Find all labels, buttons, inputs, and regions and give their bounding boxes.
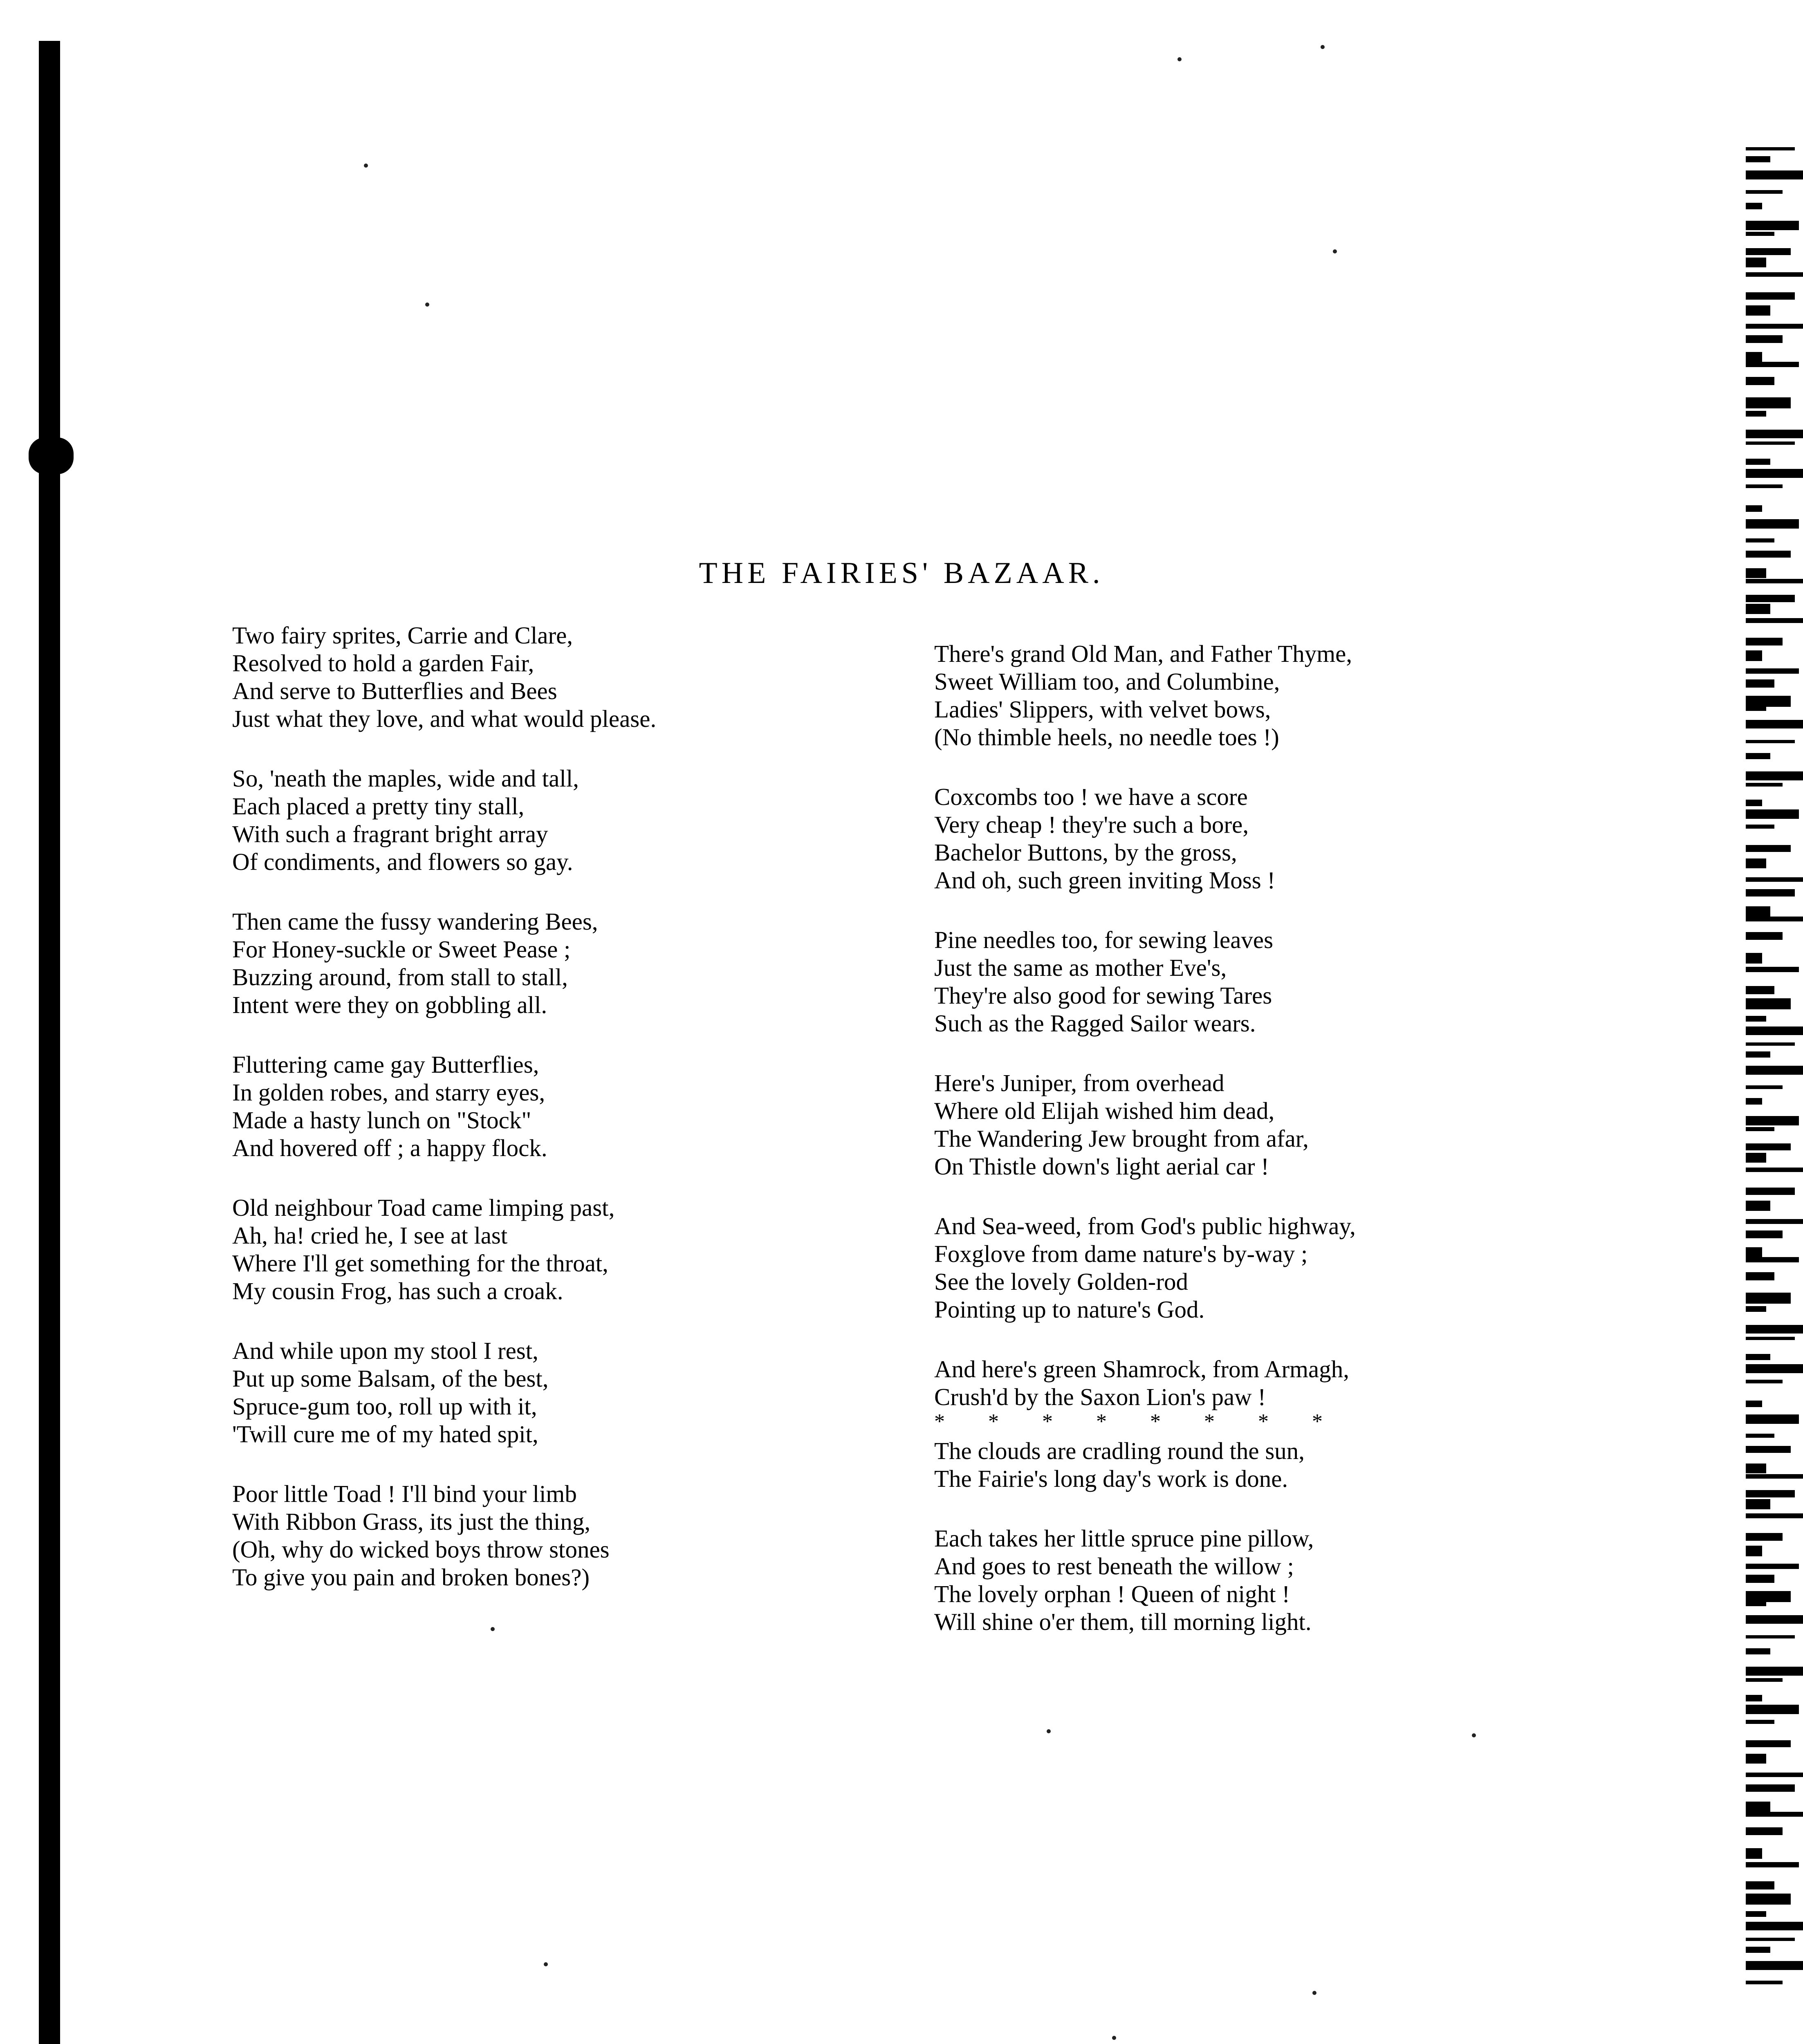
poem-line: Where I'll get something for the throat, — [232, 1250, 608, 1277]
poem-line: And hovered off ; a happy flock. — [232, 1134, 547, 1161]
scan-artifact-line — [1746, 858, 1766, 868]
scan-artifact-line — [1746, 1678, 1783, 1682]
poem-line: Each takes her little spruce pine pillow, — [934, 1525, 1314, 1552]
poem-line: Resolved to hold a garden Fair, — [232, 650, 534, 677]
stanza — [232, 1194, 968, 1305]
poem-line: My cousin Frog, has such a croak. — [232, 1278, 563, 1304]
scan-artifact-line — [1746, 783, 1783, 787]
scan-artifact-line — [1746, 221, 1799, 230]
poem-line: On Thistle down's light aerial car ! — [934, 1153, 1269, 1180]
scan-artifact-line — [1746, 1380, 1783, 1383]
poem-line: Poor little Toad ! I'll bind your limb — [232, 1480, 577, 1507]
scan-artifact-line — [1746, 1016, 1766, 1022]
scan-artifact-line — [1746, 377, 1774, 385]
scan-artifact-line — [1746, 809, 1799, 819]
scan-artifact-line — [1746, 156, 1770, 162]
scan-artifact-line — [1746, 1474, 1803, 1479]
scan-artifact-line — [1746, 1740, 1791, 1747]
scan-artifact-line — [1746, 1827, 1783, 1835]
scan-artifact-line — [1746, 1600, 1766, 1606]
scan-artifact-line — [1746, 595, 1795, 602]
scan-edge-artifact — [1746, 147, 1803, 2028]
scan-artifact-line — [1746, 442, 1795, 445]
scan-artifact-line — [1746, 877, 1803, 882]
scan-artifact-line — [1746, 668, 1799, 674]
scan-artifact-line — [1746, 906, 1770, 917]
poem-line: 'Twill cure me of my hated spit, — [232, 1421, 538, 1448]
scan-artifact-line — [1746, 917, 1803, 921]
scan-artifact-line — [1746, 1051, 1770, 1058]
scan-artifact-line — [1746, 324, 1803, 329]
scan-artifact-line — [1746, 1720, 1774, 1724]
ink-speck — [544, 1962, 548, 1966]
poem-line: In golden robes, and starry eyes, — [232, 1079, 545, 1106]
scan-artifact-line — [1746, 1098, 1762, 1105]
scan-artifact-line — [1746, 1635, 1795, 1638]
poem-line: Two fairy sprites, Carrie and Clare, — [232, 622, 573, 649]
scan-artifact-line — [1746, 1961, 1803, 1970]
scan-artifact-line — [1746, 638, 1783, 645]
scan-artifact-line — [1746, 1306, 1766, 1312]
poem-title: THE FAIRIES' BAZAAR. — [699, 556, 1104, 590]
scan-artifact-line — [1746, 1812, 1803, 1817]
scan-artifact-line — [1746, 1434, 1774, 1438]
scan-artifact-line — [1746, 1575, 1774, 1583]
scan-artifact-line — [1746, 292, 1795, 300]
stanza — [232, 1051, 968, 1162]
scan-artifact-line — [1746, 800, 1762, 806]
page-binding-edge — [39, 41, 60, 2044]
ink-speck — [491, 1627, 495, 1631]
poem-line: Old neighbour Toad came limping past, — [232, 1194, 615, 1221]
scan-artifact-line — [1746, 1513, 1803, 1518]
poem-line: Each placed a pretty tiny stall, — [232, 793, 525, 820]
poem-line: The lovely orphan ! Queen of night ! — [934, 1580, 1290, 1607]
scan-artifact-line — [1746, 147, 1795, 150]
stanza — [934, 640, 1691, 751]
poem-line: Then came the fussy wandering Bees, — [232, 908, 598, 935]
poem-line: There's grand Old Man, and Father Thyme, — [934, 640, 1352, 667]
scan-artifact-line — [1746, 1272, 1774, 1280]
scan-artifact-line — [1746, 484, 1783, 488]
scan-artifact-line — [1746, 203, 1762, 209]
poem-line: With Ribbon Grass, its just the thing, — [232, 1508, 591, 1535]
poem-line: Sweet William too, and Columbine, — [934, 668, 1280, 695]
poem-line: To give you pain and broken bones?) — [232, 1564, 590, 1591]
scan-artifact-line — [1746, 1802, 1770, 1812]
poem-line: Foxglove from dame nature's by-way ; — [934, 1240, 1308, 1267]
scan-artifact-line — [1746, 335, 1783, 343]
left-column — [232, 621, 968, 1623]
poem-line: For Honey-suckle or Sweet Pease ; — [232, 936, 571, 963]
scan-artifact-line — [1746, 362, 1799, 367]
scan-artifact-line — [1746, 953, 1762, 964]
scan-artifact-line — [1746, 1168, 1803, 1172]
scan-artifact-line — [1746, 538, 1774, 542]
scan-artifact-line — [1746, 1464, 1766, 1473]
scan-artifact-line — [1746, 397, 1791, 408]
scan-artifact-line — [1746, 1026, 1803, 1035]
scan-artifact-line — [1746, 459, 1770, 465]
stanza — [934, 1437, 1691, 1493]
poem-line: The Fairie's long day's work is done. — [934, 1465, 1288, 1492]
poem-line: They're also good for sewing Tares — [934, 982, 1272, 1009]
scan-artifact-line — [1746, 430, 1803, 438]
scan-artifact-line — [1746, 889, 1795, 896]
poem-line: Crush'd by the Saxon Lion's paw ! — [934, 1383, 1266, 1410]
scan-artifact-line — [1746, 1293, 1791, 1304]
poem-line: Spruce-gum too, roll up with it, — [232, 1393, 537, 1420]
poem-line: The clouds are cradling round the sun, — [934, 1437, 1305, 1464]
scan-artifact-line — [1746, 1188, 1795, 1195]
poem-line: Here's Juniper, from overhead — [934, 1069, 1224, 1096]
stanza — [934, 1524, 1691, 1636]
stanza — [934, 1355, 1691, 1433]
scan-artifact-line — [1746, 650, 1762, 661]
scan-artifact-line — [1746, 679, 1774, 688]
scan-artifact-line — [1746, 1257, 1799, 1262]
scan-artifact-line — [1746, 740, 1795, 743]
scan-artifact-line — [1746, 986, 1774, 994]
scan-artifact-line — [1746, 258, 1766, 267]
ink-speck — [364, 164, 368, 168]
binding-notch — [29, 437, 74, 474]
scan-artifact-line — [1746, 771, 1803, 780]
scan-artifact-line — [1746, 1247, 1762, 1258]
poem-line: So, 'neath the maples, wide and tall, — [232, 765, 579, 792]
poem-line: Intent were they on gobbling all. — [232, 991, 547, 1018]
poem-line: Very cheap ! they're such a bore, — [934, 811, 1249, 838]
poem-line: Pointing up to nature's God. — [934, 1296, 1205, 1323]
poem-line: With such a fragrant bright array — [232, 820, 548, 847]
poem-line: Put up some Balsam, of the best, — [232, 1365, 549, 1392]
scan-artifact-line — [1746, 1364, 1803, 1373]
poem-line: Of condiments, and flowers so gay. — [232, 848, 573, 875]
poem-line: And goes to rest beneath the willow ; — [934, 1553, 1294, 1580]
scan-artifact-line — [1746, 1881, 1774, 1889]
scan-artifact-line — [1746, 1784, 1795, 1792]
asterism-divider: * * * * * * * * — [934, 1410, 1324, 1433]
ink-speck — [1472, 1733, 1476, 1737]
poem-line: The Wandering Jew brought from afar, — [934, 1125, 1309, 1152]
scan-artifact-line — [1746, 1116, 1799, 1125]
scan-artifact-line — [1746, 1143, 1791, 1150]
scan-artifact-line — [1746, 604, 1770, 614]
scan-artifact-line — [1746, 411, 1766, 417]
scan-artifact-line — [1746, 1773, 1803, 1777]
scan-artifact-line — [1746, 469, 1803, 478]
poem-line: And Sea-weed, from God's public highway, — [934, 1213, 1356, 1239]
poem-line: Coxcombs too ! we have a score — [934, 783, 1248, 810]
poem-line: And here's green Shamrock, from Armagh, — [934, 1356, 1349, 1383]
scan-artifact-line — [1746, 1354, 1770, 1360]
scan-artifact-line — [1746, 1085, 1783, 1089]
scan-artifact-line — [1746, 1230, 1783, 1238]
scan-artifact-line — [1746, 1695, 1762, 1701]
scan-artifact-line — [1746, 1337, 1795, 1340]
scan-artifact-line — [1746, 352, 1762, 363]
scan-artifact-line — [1746, 170, 1803, 179]
scan-artifact-line — [1746, 190, 1783, 194]
scan-artifact-line — [1746, 1564, 1799, 1569]
scan-artifact-line — [1746, 1894, 1791, 1905]
scan-artifact-line — [1746, 1981, 1783, 1984]
scan-artifact-line — [1746, 1490, 1795, 1497]
scan-artifact-line — [1746, 1922, 1803, 1930]
poem-line: Bachelor Buttons, by the gross, — [934, 839, 1237, 866]
scan-artifact-line — [1746, 1862, 1799, 1867]
stanza — [232, 621, 968, 733]
scan-artifact-line — [1746, 272, 1803, 277]
scan-artifact-line — [1746, 1325, 1803, 1334]
scan-artifact-line — [1746, 305, 1770, 316]
poem-line: Buzzing around, from stall to stall, — [232, 964, 568, 991]
scan-artifact-line — [1746, 1754, 1766, 1764]
scan-artifact-line — [1746, 932, 1783, 940]
ink-speck — [425, 303, 429, 307]
scan-artifact-line — [1746, 705, 1766, 711]
ink-speck — [1112, 2036, 1116, 2040]
poem-line: Just what they love, and what would please. — [232, 705, 657, 732]
scan-artifact-line — [1746, 248, 1791, 255]
scan-artifact-line — [1746, 1219, 1803, 1224]
stanza — [232, 908, 968, 1019]
scan-artifact-line — [1746, 618, 1803, 623]
scan-artifact-line — [1746, 1201, 1770, 1211]
scan-artifact-line — [1746, 232, 1774, 236]
stanza — [934, 926, 1691, 1037]
poem-line: (No thimble heels, no needle toes !) — [934, 724, 1279, 751]
scan-artifact-line — [1746, 1066, 1803, 1075]
poem-line: Will shine o'er them, till morning light. — [934, 1608, 1312, 1635]
stanza — [232, 764, 968, 876]
ink-speck — [1177, 57, 1182, 61]
ink-speck — [1321, 45, 1325, 49]
stanza — [934, 783, 1691, 894]
scan-artifact-line — [1746, 1546, 1762, 1556]
scan-artifact-line — [1746, 1615, 1803, 1624]
poem-line: And serve to Butterflies and Bees — [232, 677, 557, 704]
ink-speck — [1047, 1729, 1051, 1733]
scan-artifact-line — [1746, 1648, 1770, 1654]
scan-artifact-line — [1746, 753, 1770, 759]
poem-line: Just the same as mother Eve's, — [934, 954, 1227, 981]
ink-speck — [1312, 1991, 1316, 1995]
scan-artifact-line — [1746, 1401, 1762, 1407]
scan-artifact-line — [1746, 1911, 1766, 1917]
poem-line: Pine needles too, for sewing leaves — [934, 926, 1274, 953]
poem-line: (Oh, why do wicked boys throw stones — [232, 1536, 610, 1563]
scan-artifact-line — [1746, 505, 1762, 512]
scan-artifact-line — [1746, 1414, 1799, 1424]
poem-line: See the lovely Golden-rod — [934, 1268, 1188, 1295]
poem-line: And oh, such green inviting Moss ! — [934, 867, 1276, 894]
ink-speck — [1333, 249, 1337, 253]
scan-artifact-line — [1746, 845, 1791, 852]
scan-artifact-line — [1746, 1947, 1770, 1953]
poem-line: Fluttering came gay Butterflies, — [232, 1051, 539, 1078]
scan-artifact-line — [1746, 1499, 1770, 1509]
stanza — [232, 1337, 968, 1448]
scan-artifact-line — [1746, 1848, 1762, 1859]
poem-line: Made a hasty lunch on "Stock" — [232, 1107, 531, 1134]
stanza — [934, 1069, 1691, 1180]
poem-line: And while upon my stool I rest, — [232, 1337, 538, 1364]
scan-artifact-line — [1746, 1153, 1766, 1163]
scan-artifact-line — [1746, 720, 1803, 728]
scan-artifact-line — [1746, 1705, 1799, 1714]
poem-line: Ah, ha! cried he, I see at last — [232, 1222, 508, 1249]
scan-artifact-line — [1746, 1446, 1791, 1453]
scan-artifact-line — [1746, 998, 1791, 1009]
poem-line: Where old Elijah wished him dead, — [934, 1097, 1275, 1124]
scan-artifact-line — [1746, 967, 1799, 972]
poem-line: Ladies' Slippers, with velvet bows, — [934, 696, 1271, 723]
scan-artifact-line — [1746, 825, 1774, 829]
scan-artifact-line — [1746, 519, 1799, 529]
right-column — [934, 640, 1691, 1667]
scan-artifact-line — [1746, 1938, 1795, 1941]
scan-artifact-line — [1746, 1127, 1774, 1131]
poem-line: Such as the Ragged Sailor wears. — [934, 1010, 1256, 1037]
stanza — [232, 1480, 968, 1591]
stanza — [934, 1212, 1691, 1323]
scan-artifact-line — [1746, 1667, 1803, 1676]
scan-artifact-line — [1746, 1042, 1795, 1046]
scan-artifact-line — [1746, 1533, 1783, 1541]
